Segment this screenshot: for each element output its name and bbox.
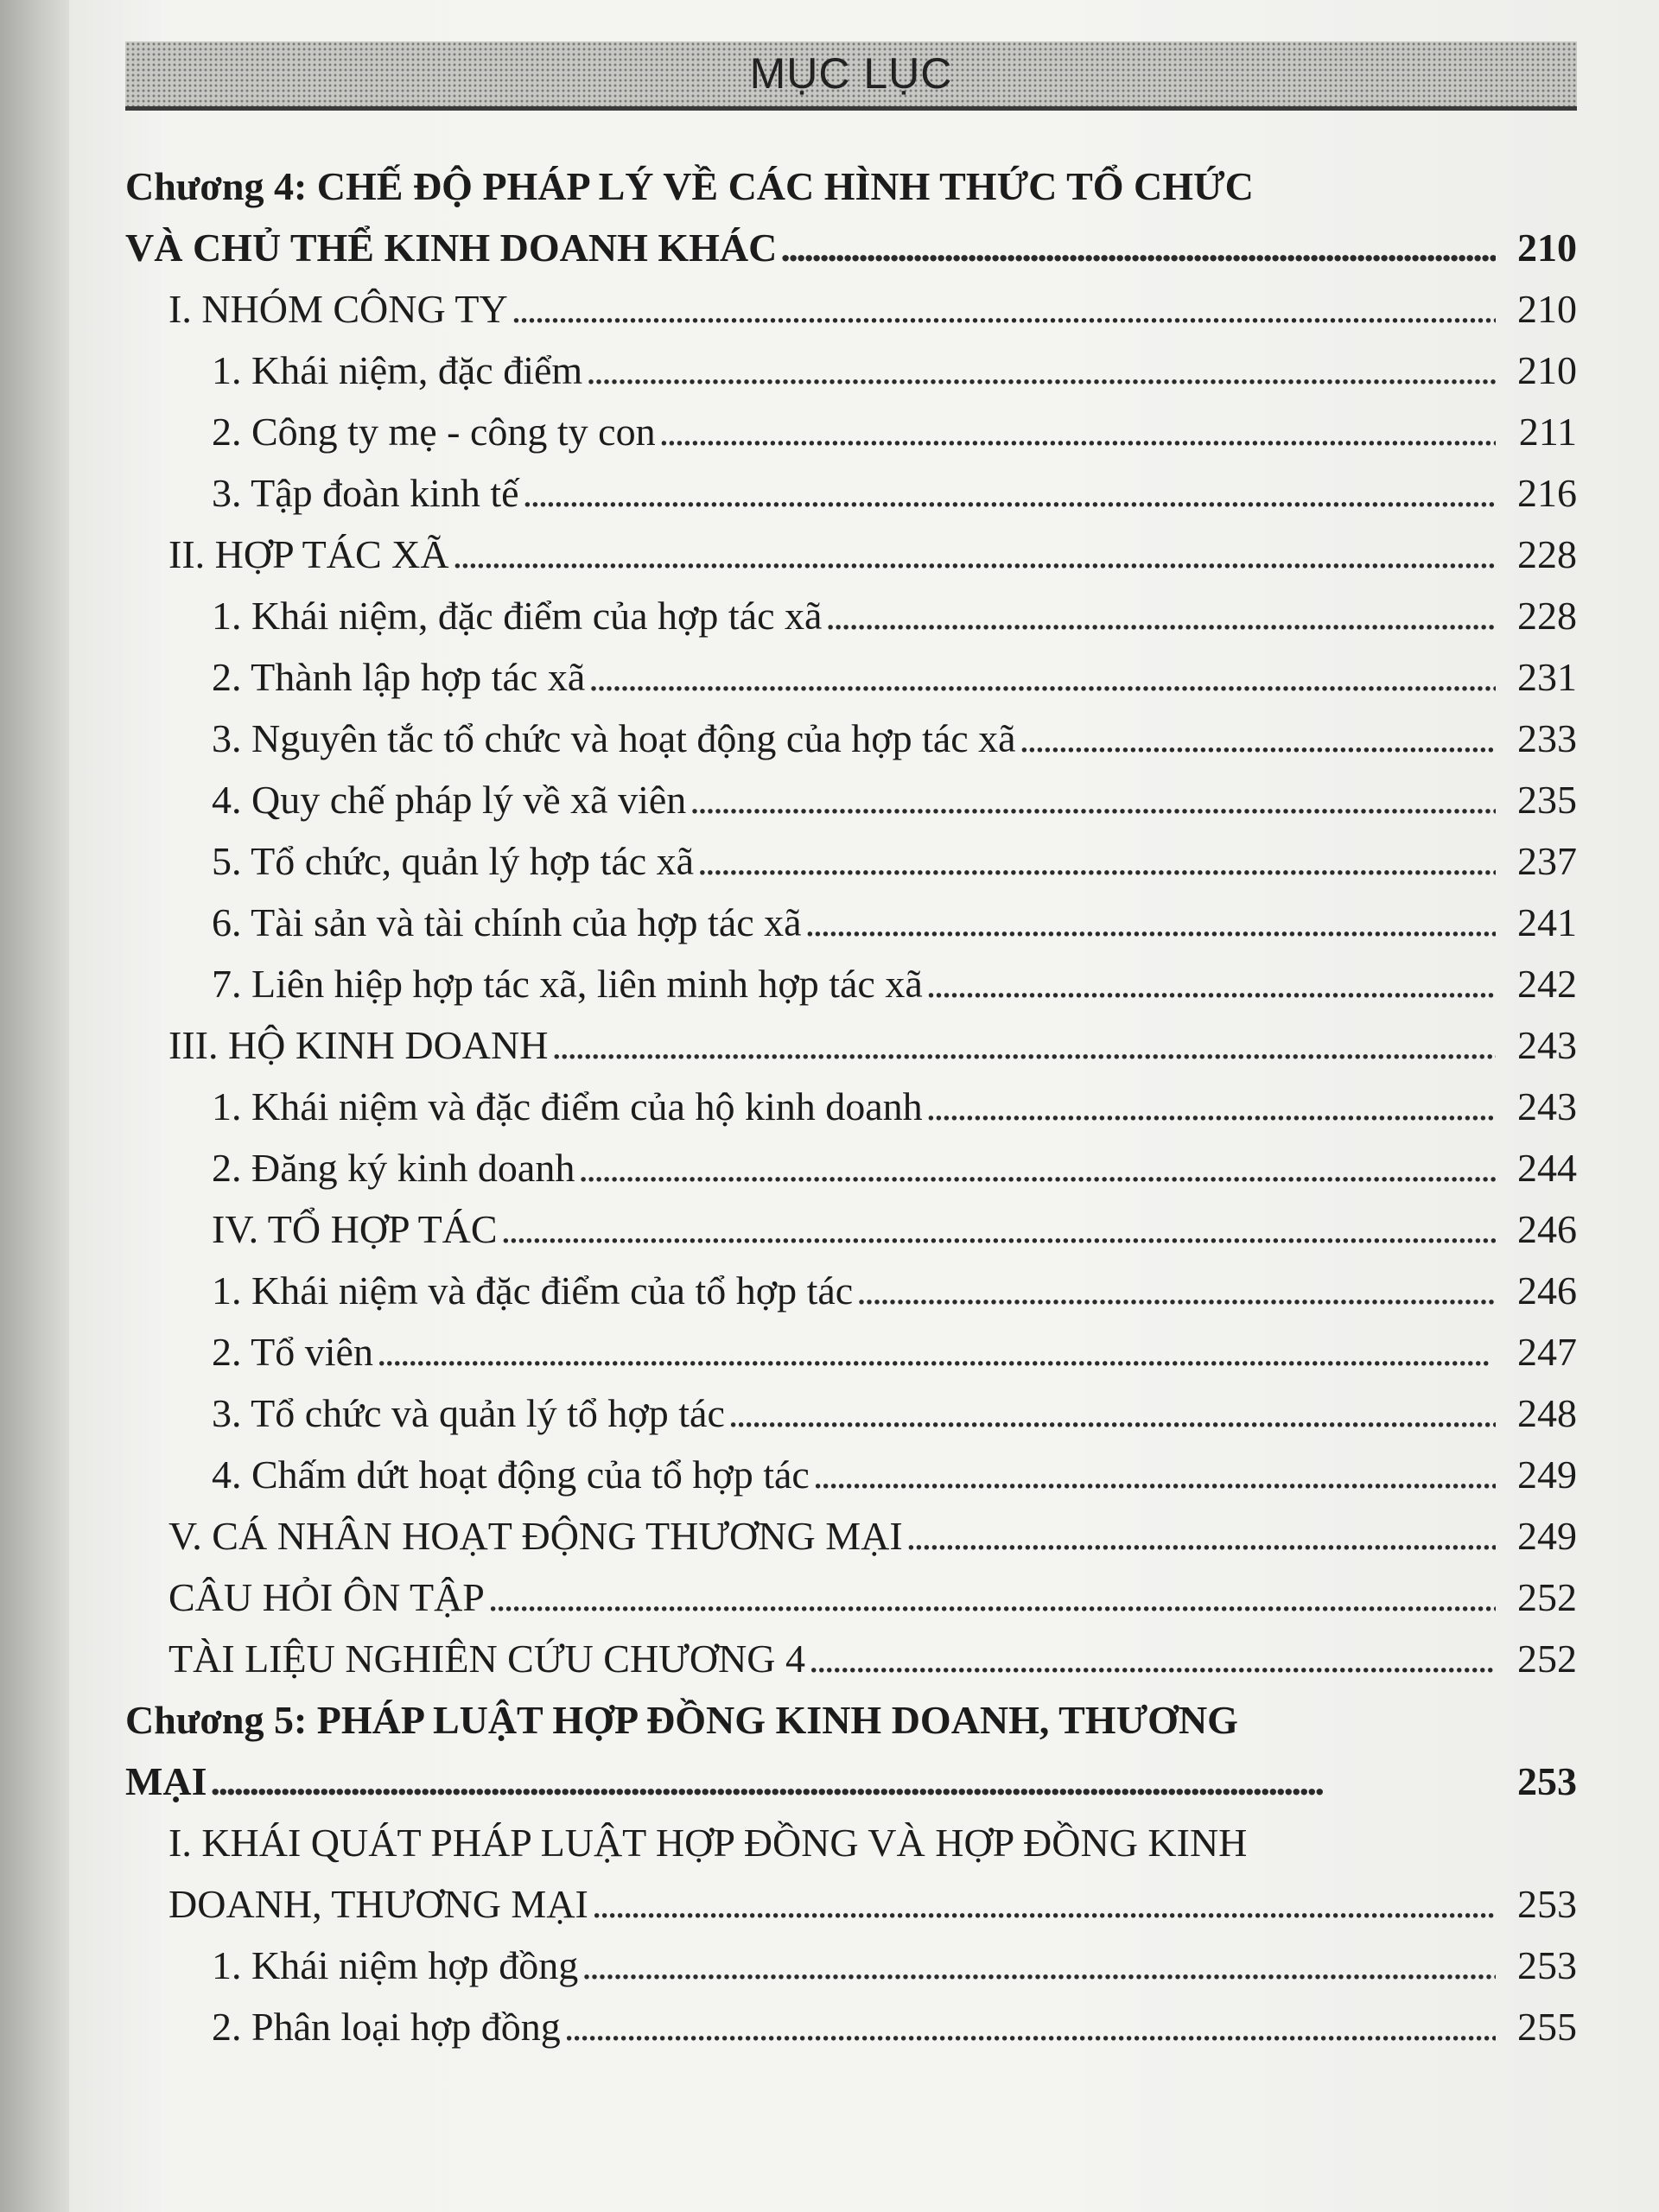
toc-page-number: 210 bbox=[1517, 287, 1577, 331]
toc-page-number: 216 bbox=[1517, 471, 1577, 515]
toc-entry bbox=[125, 892, 1577, 953]
toc-entry-title: Chương 5: PHÁP LUẬT HỢP ĐỒNG KINH DOANH, THƯƠNG bbox=[125, 1698, 1238, 1742]
toc-entry-title: 1. Khái niệm hợp đồng bbox=[212, 1943, 579, 1987]
toc-page-number: 210 bbox=[1517, 226, 1577, 270]
toc-entry bbox=[125, 1137, 1577, 1198]
toc-entry-title: CÂU HỎI ÔN TẬP bbox=[168, 1575, 485, 1619]
toc-page-number: 252 bbox=[1517, 1575, 1577, 1619]
dot-leader bbox=[813, 1444, 1496, 1505]
toc-entry-title: V. CÁ NHÂN HOẠT ĐỘNG THƯƠNG MẠI bbox=[168, 1514, 903, 1558]
toc-page-number: 243 bbox=[1517, 1084, 1577, 1128]
toc-page-number: 241 bbox=[1517, 900, 1577, 944]
toc-entry bbox=[125, 1628, 1577, 1689]
toc-page-number: 249 bbox=[1517, 1452, 1577, 1497]
dot-leader bbox=[564, 1996, 1496, 2057]
toc-entry bbox=[125, 830, 1577, 892]
toc-entry bbox=[125, 708, 1577, 769]
dot-leader bbox=[697, 830, 1496, 892]
dot-leader bbox=[1020, 708, 1496, 769]
dot-leader bbox=[856, 1260, 1496, 1321]
toc-page-number: 249 bbox=[1517, 1514, 1577, 1558]
dot-leader bbox=[211, 1751, 1496, 1812]
toc-entry-title: I. KHÁI QUÁT PHÁP LUẬT HỢP ĐỒNG VÀ HỢP ĐỒNG KINH bbox=[168, 1821, 1248, 1865]
toc-page-number: 255 bbox=[1517, 2005, 1577, 2049]
toc-entry bbox=[125, 1260, 1577, 1321]
toc-entry bbox=[125, 953, 1577, 1014]
toc-entry bbox=[125, 769, 1577, 830]
toc-entry bbox=[125, 401, 1577, 462]
toc-entry-title: 5. Tổ chức, quản lý hợp tác xã bbox=[212, 839, 695, 883]
dot-leader bbox=[728, 1382, 1496, 1444]
dot-leader bbox=[501, 1198, 1496, 1260]
toc-entry bbox=[125, 1382, 1577, 1444]
dot-leader bbox=[592, 1873, 1496, 1935]
dot-leader bbox=[488, 1567, 1496, 1628]
dot-leader bbox=[809, 1628, 1496, 1689]
toc-entry bbox=[125, 1444, 1577, 1505]
toc-entry bbox=[125, 217, 1577, 278]
toc-entry-title: 3. Nguyên tắc tổ chức và hoạt động của hợp tác xã bbox=[212, 716, 1016, 760]
dot-leader bbox=[588, 646, 1496, 708]
toc-entry-title: 3. Tập đoàn kinh tế bbox=[212, 471, 519, 515]
toc-entry bbox=[125, 1996, 1577, 2057]
dot-leader bbox=[523, 462, 1496, 524]
toc-entry-title: MẠI bbox=[125, 1759, 207, 1803]
toc-page-number: 252 bbox=[1517, 1637, 1577, 1681]
toc-page-number: 246 bbox=[1517, 1207, 1577, 1251]
toc-page-number: 231 bbox=[1517, 655, 1577, 699]
toc-page-number: 228 bbox=[1517, 594, 1577, 638]
toc-entry bbox=[125, 1014, 1577, 1076]
toc-page-number: 244 bbox=[1517, 1146, 1577, 1190]
dot-leader bbox=[926, 953, 1496, 1014]
dot-leader bbox=[690, 769, 1496, 830]
toc-entry-title: 1. Khái niệm, đặc điểm bbox=[212, 348, 583, 392]
toc-page-number: 253 bbox=[1517, 1943, 1577, 1987]
toc-entry-title: III. HỘ KINH DOANH bbox=[168, 1023, 549, 1067]
dot-leader bbox=[805, 892, 1496, 953]
dot-leader bbox=[586, 340, 1496, 401]
toc-entry bbox=[125, 1567, 1577, 1628]
toc-entry bbox=[125, 278, 1577, 340]
dot-leader bbox=[377, 1321, 1496, 1382]
toc-page-number: 233 bbox=[1517, 716, 1577, 760]
toc-entry-title: 4. Quy chế pháp lý về xã viên bbox=[212, 778, 687, 822]
toc-page-number: 210 bbox=[1517, 348, 1577, 392]
toc-entry bbox=[125, 340, 1577, 401]
toc-entry bbox=[125, 462, 1577, 524]
toc-page-number: 211 bbox=[1518, 410, 1577, 454]
toc-page-number: 242 bbox=[1517, 962, 1577, 1006]
toc-entry bbox=[125, 1873, 1577, 1935]
toc-entry-title: 2. Công ty mẹ - công ty con bbox=[212, 410, 656, 454]
toc-entry bbox=[125, 1198, 1577, 1260]
toc-page-number: 228 bbox=[1517, 532, 1577, 576]
toc-entry-title: I. NHÓM CÔNG TY bbox=[168, 287, 508, 331]
toc-entry bbox=[125, 646, 1577, 708]
toc-entry-title: IV. TỔ HỢP TÁC bbox=[212, 1207, 498, 1251]
dot-leader bbox=[926, 1076, 1496, 1137]
toc-entry-title: 2. Đăng ký kinh doanh bbox=[212, 1146, 575, 1190]
toc-entry-title: 2. Thành lập hợp tác xã bbox=[212, 655, 586, 699]
toc-entry bbox=[125, 1689, 1577, 1751]
toc-entry-title: II. HỢP TÁC XÃ bbox=[168, 532, 449, 576]
toc-entry-title: 1. Khái niệm và đặc điểm của hộ kinh doanh bbox=[212, 1084, 923, 1128]
dot-leader bbox=[825, 585, 1496, 646]
table-of-contents bbox=[125, 156, 1577, 2057]
toc-entry bbox=[125, 1076, 1577, 1137]
toc-page-number: 248 bbox=[1517, 1391, 1577, 1435]
dot-leader bbox=[906, 1505, 1496, 1567]
toc-entry-title: 2. Tổ viên bbox=[212, 1330, 373, 1374]
toc-entry-title: 1. Khái niệm, đặc điểm của hợp tác xã bbox=[212, 594, 823, 638]
dot-leader bbox=[512, 278, 1496, 340]
toc-entry bbox=[125, 1505, 1577, 1567]
toc-entry bbox=[125, 1321, 1577, 1382]
toc-entry bbox=[125, 524, 1577, 585]
page-header-band bbox=[125, 41, 1577, 111]
toc-page-number: 247 bbox=[1517, 1330, 1577, 1374]
toc-page-number: 237 bbox=[1517, 839, 1577, 883]
toc-entry-title: TÀI LIỆU NGHIÊN CỨU CHƯƠNG 4 bbox=[168, 1637, 806, 1681]
toc-entry-title: 2. Phân loại hợp đồng bbox=[212, 2005, 561, 2049]
toc-page-number: 253 bbox=[1517, 1759, 1577, 1803]
toc-entry bbox=[125, 156, 1577, 217]
page-title: MỤC LỤC bbox=[749, 49, 953, 98]
book-spine-shadow bbox=[0, 0, 69, 2212]
toc-page-number: 235 bbox=[1517, 778, 1577, 822]
dot-leader bbox=[659, 401, 1496, 462]
toc-entry bbox=[125, 1812, 1577, 1873]
toc-entry-title: 7. Liên hiệp hợp tác xã, liên minh hợp tác xã bbox=[212, 962, 923, 1006]
toc-entry bbox=[125, 585, 1577, 646]
dot-leader bbox=[780, 217, 1496, 278]
toc-entry-title: 3. Tổ chức và quản lý tổ hợp tác bbox=[212, 1391, 725, 1435]
dot-leader bbox=[582, 1935, 1496, 1996]
dot-leader bbox=[551, 1014, 1496, 1076]
dot-leader bbox=[453, 524, 1496, 585]
toc-entry-title: 4. Chấm dứt hoạt động của tổ hợp tác bbox=[212, 1452, 810, 1497]
toc-entry bbox=[125, 1751, 1577, 1812]
toc-page-number: 253 bbox=[1517, 1882, 1577, 1926]
toc-entry-title: 1. Khái niệm và đặc điểm của tổ hợp tác bbox=[212, 1268, 854, 1313]
dot-leader bbox=[578, 1137, 1496, 1198]
toc-entry-title: Chương 4: CHẾ ĐỘ PHÁP LÝ VỀ CÁC HÌNH THỨC TỔ CHỨC bbox=[125, 164, 1254, 208]
toc-entry bbox=[125, 1935, 1577, 1996]
toc-entry-title: VÀ CHỦ THỂ KINH DOANH KHÁC bbox=[125, 226, 778, 270]
toc-page-number: 246 bbox=[1517, 1268, 1577, 1313]
toc-entry-title: 6. Tài sản và tài chính của hợp tác xã bbox=[212, 900, 802, 944]
toc-entry-title: DOANH, THƯƠNG MẠI bbox=[168, 1882, 588, 1926]
toc-page-number: 243 bbox=[1517, 1023, 1577, 1067]
